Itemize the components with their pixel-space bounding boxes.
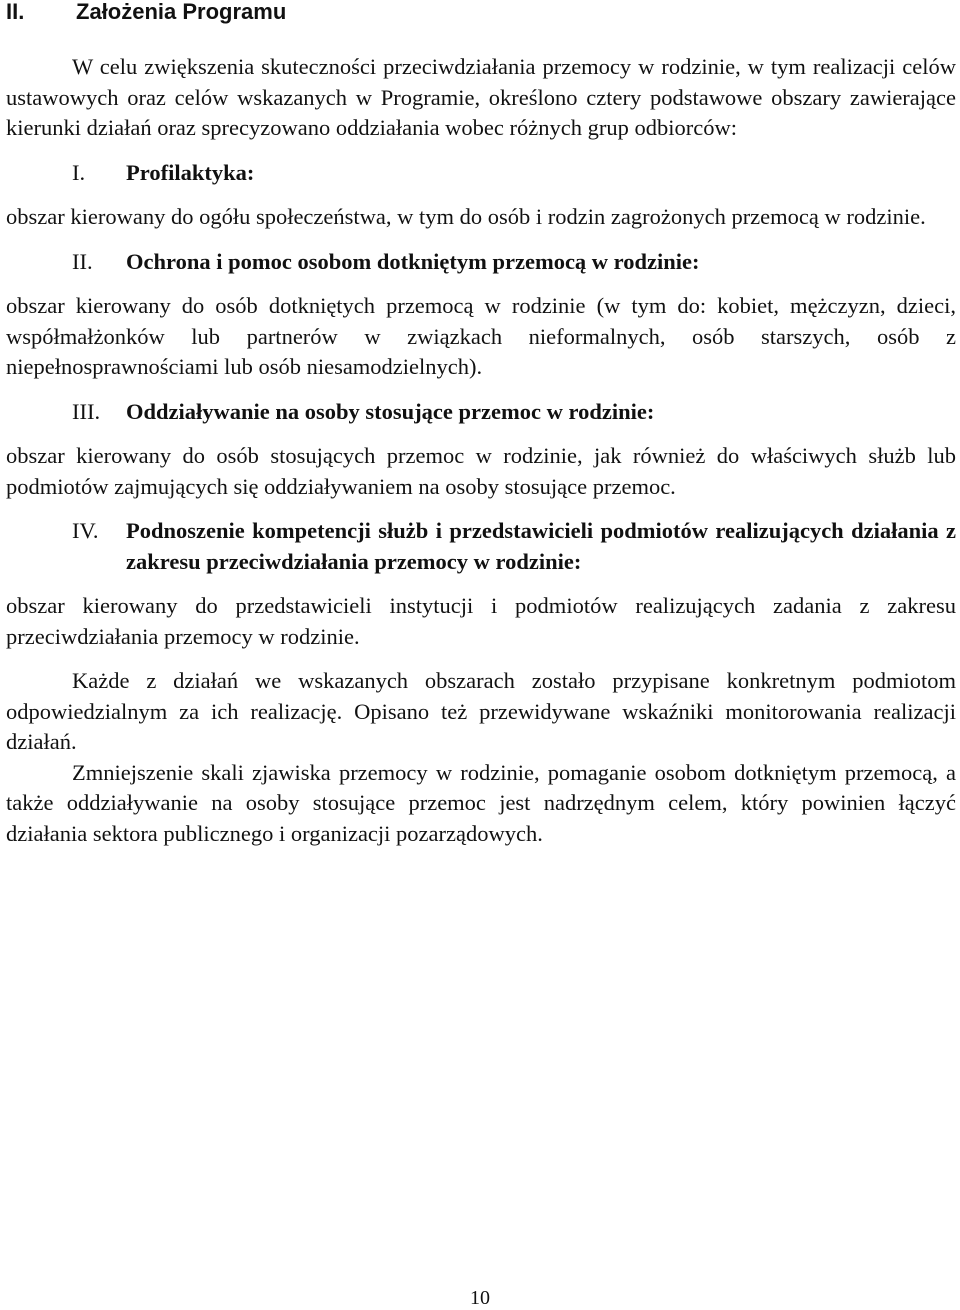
area-3-description: obszar kierowany do osób stosujących przemoc w rodzinie, jak również do właściwych służb lub podmiotów zajmujących się oddziaływaniem na osoby stosujące przemoc. (6, 443, 956, 499)
area-4-numeral: IV. (72, 518, 99, 543)
area-2-heading: Ochrona i pomoc osobom dotkniętym przemocą w rodzinie: (126, 248, 700, 274)
page-number: 10 (470, 1287, 490, 1309)
closing-paragraph-2: Zmniejszenie skali zjawiska przemocy w rodzinie, pomaganie osobom dotkniętym przemocą, a także oddziaływanie na osoby stosujące przemoc jest nadrzędnym celem, który powinien łączyć działania sektora publicznego i organizacji pozarządowych. (6, 759, 956, 846)
area-4-title (72, 516, 956, 577)
closing-paragraph-1: Każde z działań we wskazanych obszarach zostało przypisane konkretnym podmiotom odpowiedzialnym za ich realizację. Opisano też przewidywane wskaźniki monitorowania realizacji działań. (6, 668, 956, 754)
area-3-heading: Oddziaływanie na osoby stosujące przemoc w rodzinie: (126, 398, 655, 424)
area-2-title (72, 247, 956, 278)
area-1-title (72, 158, 956, 189)
area-3-numeral: III. (72, 398, 101, 424)
section-heading-number: II. (6, 0, 25, 24)
document-page (6, 0, 956, 849)
section-heading (6, 0, 956, 24)
section-heading-title: Założenia Programu (76, 0, 287, 24)
area-1-heading: Profilaktyka: (126, 159, 255, 185)
area-2-description: obszar kierowany do osób dotkniętych przemocą w rodzinie (w tym do: kobiet, mężczyzn, dzieci, współmałżonków lub partnerów w związkach nieformalnych, osób starszych, osób z niepełnosprawnościami lub osób niesamodzielnych). (6, 293, 956, 379)
area-1-description: obszar kierowany do ogółu społeczeństwa, w tym do osób i rodzin zagrożonych przemocą w rodzinie. (6, 204, 926, 229)
area-3-title (72, 397, 956, 428)
area-2-numeral: II. (72, 248, 93, 274)
area-4-heading: Podnoszenie kompetencji służb i przedstawicieli podmiotów realizujących działania z zakresu przeciwdziałania przemocy w rodzinie: (126, 518, 956, 574)
area-1-numeral: I. (72, 159, 86, 185)
intro-paragraph: W celu zwiększenia skuteczności przeciwdziałania przemocy w rodzinie, w tym realizacji celów ustawowych oraz celów wskazanych w Programie, określono cztery podstawowe obszary zawierające kierunki działań oraz sprecyzowano oddziałania wobec różnych grup odbiorców: (6, 54, 956, 140)
area-4-description: obszar kierowany do przedstawicieli instytucji i podmiotów realizujących zadania z zakresu przeciwdziałania przemocy w rodzinie. (6, 593, 956, 649)
